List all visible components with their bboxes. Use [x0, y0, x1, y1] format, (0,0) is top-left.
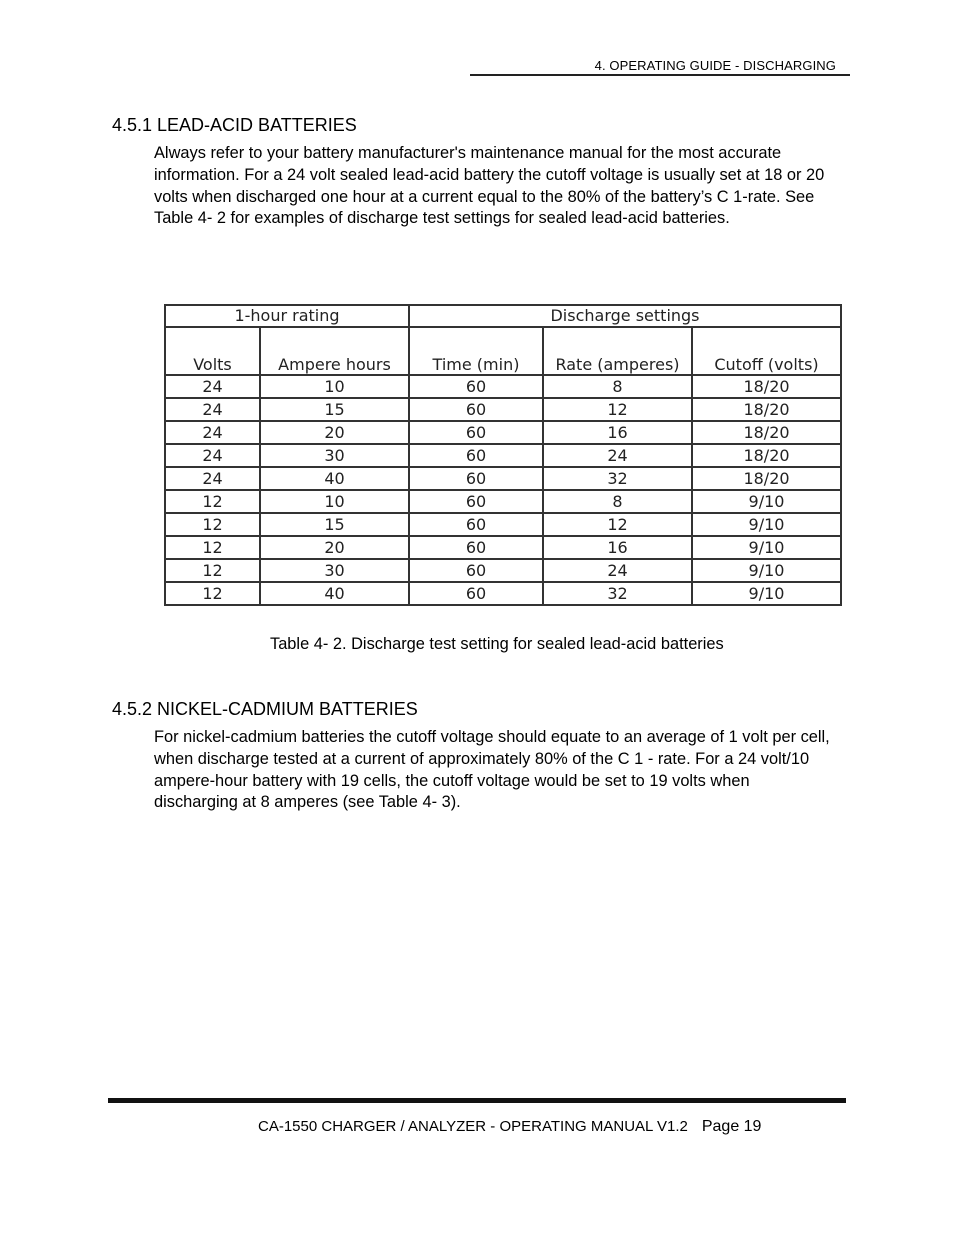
- column-header-rate: Rate (amperes): [543, 327, 692, 375]
- cell-volts: 12: [165, 582, 260, 605]
- cell-rate: 32: [543, 582, 692, 605]
- cell-time: 60: [409, 444, 543, 467]
- cell-cutoff: 9/10: [692, 559, 841, 582]
- table-row: [165, 513, 841, 536]
- cell-rate: 12: [543, 398, 692, 421]
- cell-ampere-hours: 15: [260, 398, 409, 421]
- cell-time: 60: [409, 421, 543, 444]
- table-caption: Table 4- 2. Discharge test setting for sealed lead-acid batteries: [270, 635, 724, 653]
- table-row: [165, 421, 841, 444]
- cell-time: 60: [409, 582, 543, 605]
- cell-ampere-hours: 40: [260, 582, 409, 605]
- header-rule: [470, 74, 850, 76]
- column-header-ampere-hours: Ampere hours: [260, 327, 409, 375]
- lead-acid-paragraph: Always refer to your battery manufacturer's maintenance manual for the most accurate information. For a 24 volt sealed lead-acid battery the cutoff voltage is usually set at 18 or 20 volts when discharged one hour at a current equal to the 80% of the battery’s C 1-rate. See Table 4- 2 for examples of discharge test settings for sealed lead-acid batteries.: [154, 144, 825, 228]
- table-row: [165, 444, 841, 467]
- cell-rate: 32: [543, 467, 692, 490]
- cell-cutoff: 9/10: [692, 513, 841, 536]
- cell-ampere-hours: 15: [260, 513, 409, 536]
- footer-rule: [108, 1098, 846, 1103]
- table-row: [165, 559, 841, 582]
- column-header-cutoff: Cutoff (volts): [692, 327, 841, 375]
- cell-rate: 16: [543, 536, 692, 559]
- column-header-time: Time (min): [409, 327, 543, 375]
- discharge-settings-table: [164, 304, 840, 606]
- cell-rate: 8: [543, 490, 692, 513]
- cell-time: 60: [409, 559, 543, 582]
- column-header-volts: Volts: [165, 327, 260, 375]
- cell-rate: 8: [543, 375, 692, 398]
- cell-ampere-hours: 30: [260, 444, 409, 467]
- cell-volts: 12: [165, 490, 260, 513]
- cell-time: 60: [409, 467, 543, 490]
- footer: [258, 1118, 761, 1136]
- cell-volts: 24: [165, 444, 260, 467]
- cell-cutoff: 9/10: [692, 490, 841, 513]
- cell-volts: 24: [165, 398, 260, 421]
- cell-cutoff: 18/20: [692, 375, 841, 398]
- table-row: [165, 490, 841, 513]
- cell-time: 60: [409, 513, 543, 536]
- cell-ampere-hours: 20: [260, 536, 409, 559]
- cell-volts: 24: [165, 421, 260, 444]
- cell-ampere-hours: 20: [260, 421, 409, 444]
- cell-cutoff: 18/20: [692, 444, 841, 467]
- cell-time: 60: [409, 536, 543, 559]
- cell-cutoff: 9/10: [692, 536, 841, 559]
- group-header-rating: 1-hour rating: [165, 305, 409, 327]
- page-number: Page 19: [701, 1118, 762, 1135]
- cell-volts: 12: [165, 513, 260, 536]
- cell-rate: 16: [543, 421, 692, 444]
- footer-manual-title: CA-1550 CHARGER / ANALYZER - OPERATING MANUAL V1.2: [258, 1118, 688, 1135]
- cell-time: 60: [409, 398, 543, 421]
- nickel-cadmium-paragraph: For nickel-cadmium batteries the cutoff voltage should equate to an average of 1 volt per cell, when discharge tested at a current of approximately 80% of the C 1 - rate. For a 24 volt/10 ampere-hour battery with 19 cells, the cutoff voltage would be set to 19 volts when discharging at 8 amperes (see Table 4- 3).: [154, 728, 830, 812]
- section-heading-nickel-cadmium: 4.5.2 NICKEL-CADMIUM BATTERIES: [112, 699, 418, 719]
- cell-rate: 24: [543, 444, 692, 467]
- cell-ampere-hours: 10: [260, 490, 409, 513]
- cell-volts: 12: [165, 559, 260, 582]
- cell-cutoff: 18/20: [692, 421, 841, 444]
- cell-volts: 12: [165, 536, 260, 559]
- table-row: [165, 582, 841, 605]
- table-row: [165, 467, 841, 490]
- cell-ampere-hours: 10: [260, 375, 409, 398]
- cell-rate: 24: [543, 559, 692, 582]
- cell-cutoff: 18/20: [692, 467, 841, 490]
- section-heading-lead-acid: 4.5.1 LEAD-ACID BATTERIES: [112, 115, 357, 135]
- table-row: [165, 536, 841, 559]
- cell-time: 60: [409, 490, 543, 513]
- cell-ampere-hours: 40: [260, 467, 409, 490]
- running-header: 4. OPERATING GUIDE - DISCHARGING: [594, 58, 836, 73]
- cell-rate: 12: [543, 513, 692, 536]
- cell-ampere-hours: 30: [260, 559, 409, 582]
- table-row: [165, 375, 841, 398]
- table-row: [165, 398, 841, 421]
- cell-volts: 24: [165, 467, 260, 490]
- cell-volts: 24: [165, 375, 260, 398]
- cell-cutoff: 9/10: [692, 582, 841, 605]
- cell-cutoff: 18/20: [692, 398, 841, 421]
- group-header-settings: Discharge settings: [409, 305, 841, 327]
- cell-time: 60: [409, 375, 543, 398]
